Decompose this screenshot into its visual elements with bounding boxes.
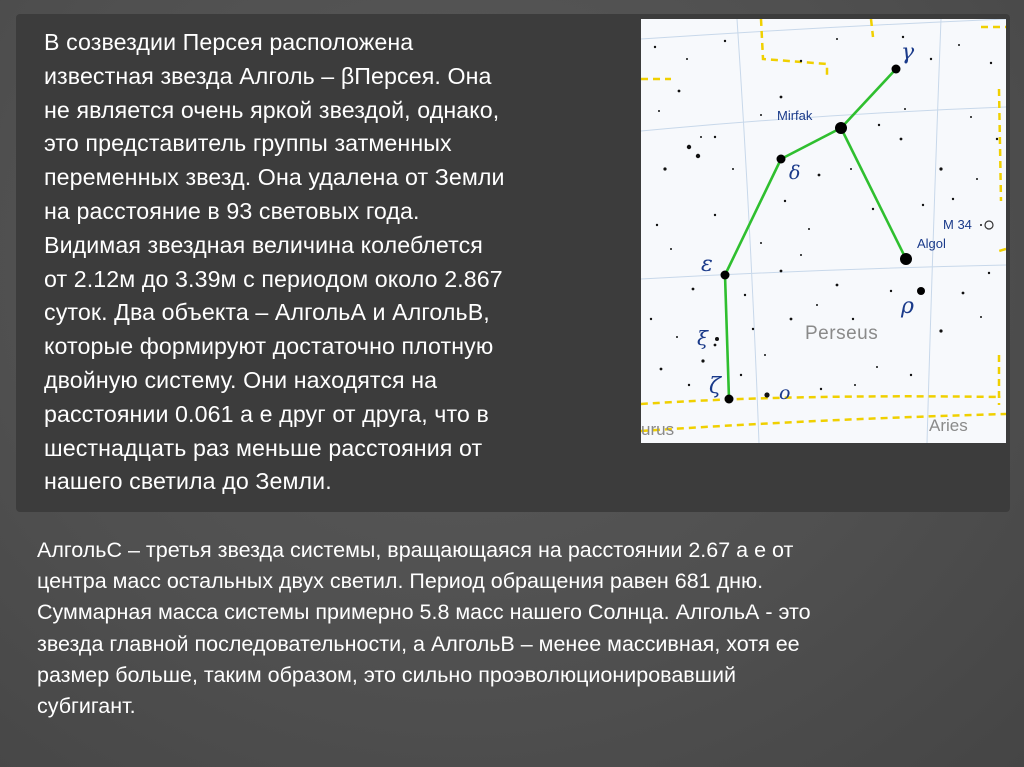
label-gamma: γ: [901, 40, 915, 65]
star-labels: [697, 40, 972, 404]
text-line: не является очень яркой звездой, однако,: [44, 96, 500, 123]
label-omicron: ο: [779, 382, 791, 404]
constellation-lines: [725, 69, 906, 399]
text-line: расстоянии 0.061 а е друг от друга, что в: [44, 400, 489, 427]
text-line: Суммарная масса системы примерно 5.8 масс нашего Солнца. АлгольА - это: [37, 600, 811, 625]
algol-c-description-text: [37, 535, 997, 722]
mirfak-star: [835, 122, 847, 134]
rho-persei-star: [917, 287, 925, 295]
label-m34: M 34: [943, 217, 972, 232]
text-line: известная звезда Алголь – βПерсея. Она: [44, 62, 492, 89]
text-line: на расстояние в 93 световых года.: [44, 197, 420, 224]
perseus-star-map: [641, 19, 1006, 443]
label-zeta: ζ: [709, 374, 721, 399]
text-line: размер больше, таким образом, это сильно проэволюционировавший: [37, 662, 736, 687]
text-line: звезда главной последовательности, а АлгольВ – менее массивная, хотя ее: [37, 631, 800, 656]
algol-description-text: [44, 26, 624, 499]
zeta-persei-star: [725, 395, 734, 404]
star-map-graphic: [641, 19, 1006, 443]
delta-persei-star: [777, 155, 786, 164]
text-line: от 2.12м до 3.39м с периодом около 2.867: [44, 265, 503, 292]
label-epsilon: ε: [701, 252, 713, 277]
text-line: субгигант.: [37, 694, 136, 719]
region-labels: [641, 323, 968, 439]
text-line: АлгольС – третья звезда системы, вращающаяся на расстоянии 2.67 а е от: [37, 538, 794, 562]
text-line: которые формируют достаточно плотную: [44, 333, 494, 360]
epsilon-persei-star: [721, 271, 730, 280]
label-aries: Aries: [929, 416, 968, 435]
text-line: центра масс остальных двух светил. Период обращения равен 681 дню.: [37, 569, 764, 594]
m34-cluster-icon: [985, 221, 993, 229]
text-line: переменных звезд. Она удалена от Земли: [44, 164, 505, 191]
text-line: нашего светила до Земли.: [44, 468, 332, 495]
text-line: двойную систему. Они находятся на: [44, 366, 438, 393]
text-line: это представитель группы затменных: [44, 130, 452, 157]
label-perseus: Perseus: [805, 323, 879, 344]
text-line: В созвездии Персея расположена: [44, 29, 414, 55]
text-line: суток. Два объекта – АлгольА и АлгольВ,: [44, 299, 490, 326]
label-mirfak: Mirfak: [777, 108, 813, 123]
label-delta: δ: [789, 162, 801, 184]
text-line: шестнадцать раз меньше расстояния от: [44, 434, 483, 461]
label-rho: ρ: [901, 294, 914, 319]
gamma-persei-star: [892, 65, 901, 74]
label-taurus: urus: [641, 420, 675, 439]
label-xi: ξ: [697, 326, 709, 350]
text-line: Видимая звездная величина колеблется: [44, 231, 483, 258]
label-algol: Algol: [917, 236, 946, 251]
algol-star: [900, 253, 912, 265]
